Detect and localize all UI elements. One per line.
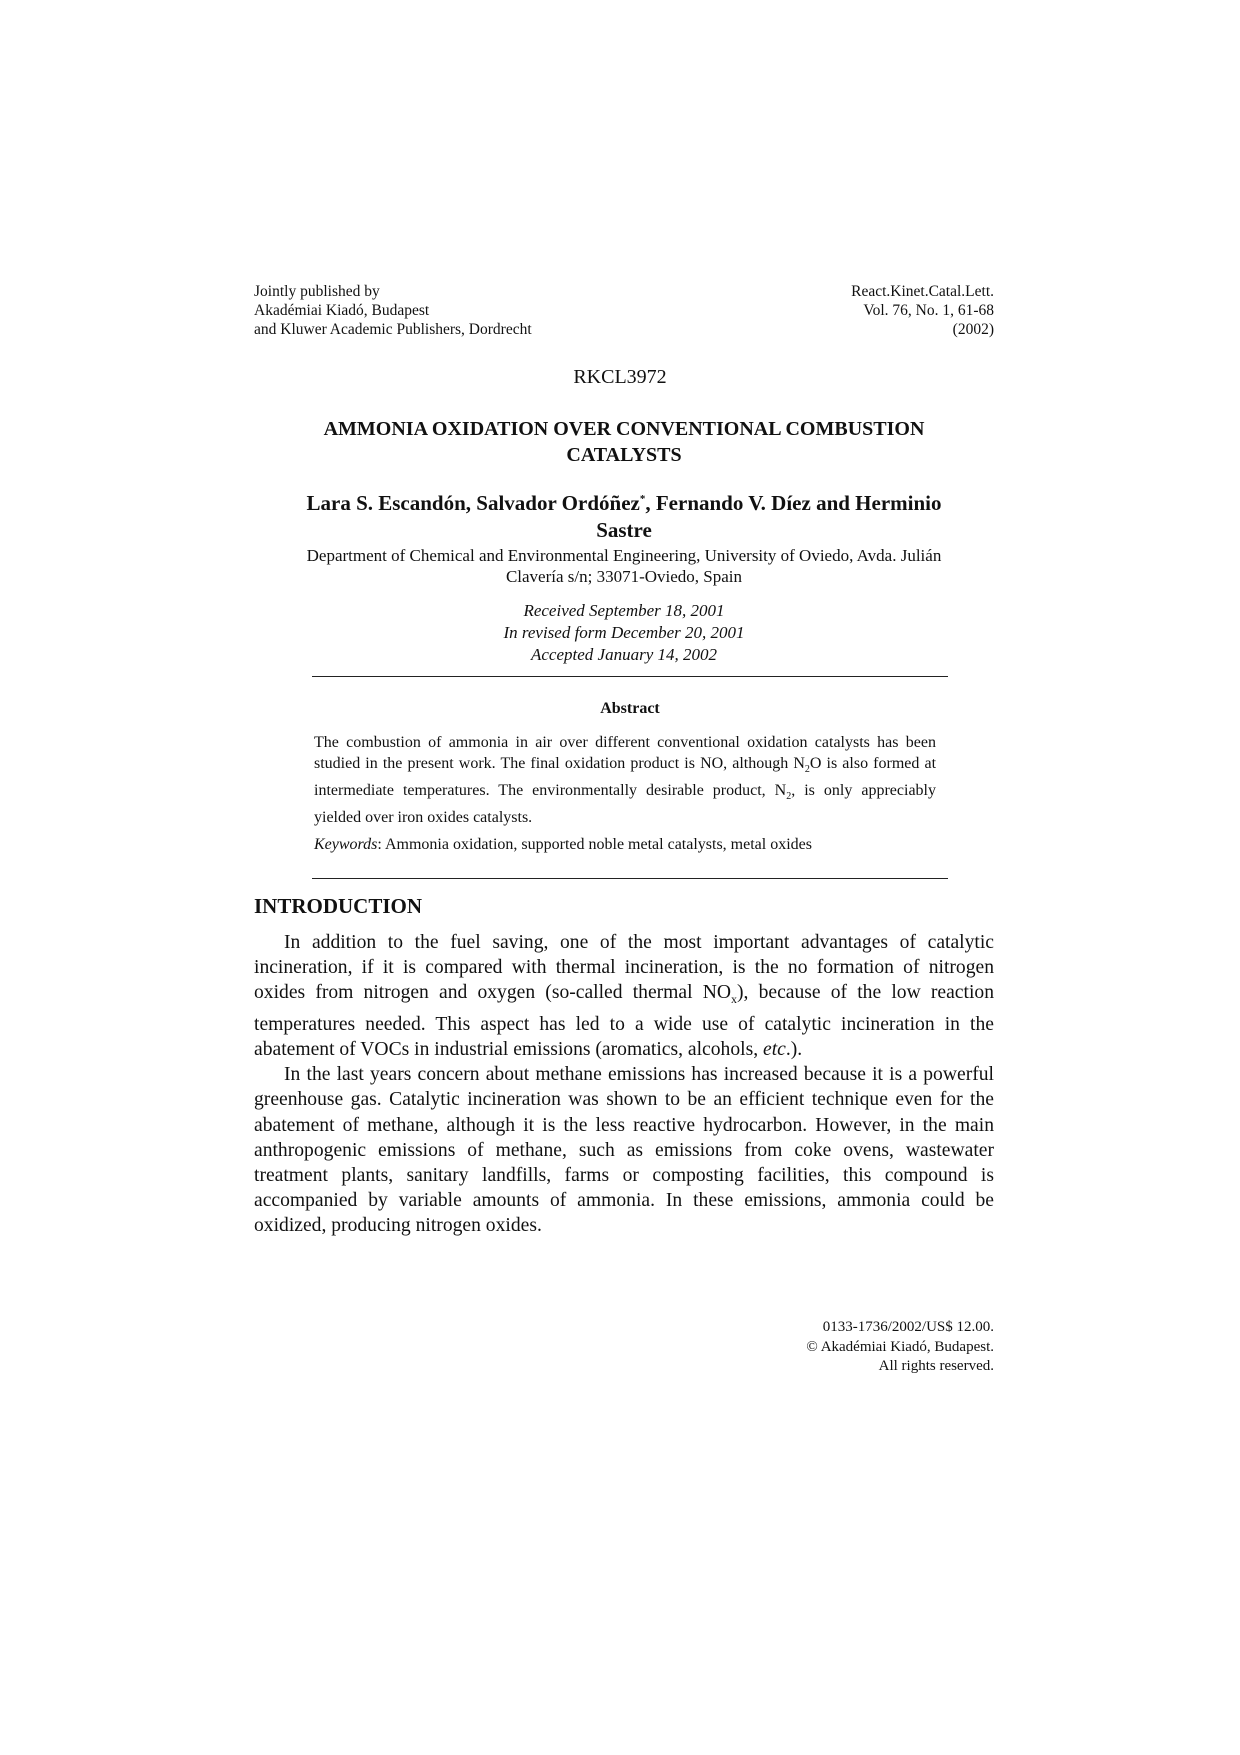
paragraph-segment: ), because of the low reaction temperatures needed. This aspect has led to a wide use of catalytic incineration in the abatement of VOCs in industrial emissions (aromatics, alcohols, <box>254 982 994 1061</box>
publisher-line: and Kluwer Academic Publishers, Dordrecht <box>254 321 532 338</box>
paragraph <box>254 930 994 1062</box>
italic-text: etc <box>763 1039 786 1061</box>
affiliation-line: Clavería s/n; 33071-Oviedo, Spain <box>505 567 743 586</box>
keywords <box>314 836 946 854</box>
author-line: Sastre <box>596 518 652 542</box>
journal-volume: Vol. 76, No. 1, 61-68 <box>863 302 994 319</box>
paragraph-segment: .). <box>785 1039 803 1061</box>
subscript: 2 <box>804 764 810 776</box>
journal-year: (2002) <box>952 321 994 338</box>
authors-part: Lara S. Escandón, Salvador Ordóñez <box>306 491 640 515</box>
revised-date: In revised form December 20, 2001 <box>503 623 745 642</box>
introduction-body <box>254 930 994 1238</box>
abstract-segment: O is also formed at intermediate temperatures. The environmentally desirable product, N <box>314 755 937 800</box>
author-line <box>254 490 994 517</box>
copyright-holder: © Akadémiai Kiadó, Budapest. <box>806 1338 994 1355</box>
abstract-heading: Abstract <box>600 700 660 717</box>
publisher-line: Akadémiai Kiadó, Budapest <box>254 302 430 319</box>
authors-part: , Fernando V. Díez and Herminio <box>645 491 942 515</box>
abstract-segment: , is only appreciably yielded over iron oxides catalysts. <box>314 782 936 827</box>
keywords-text: : Ammonia oxidation, supported noble metal catalysts, metal oxides <box>377 836 812 853</box>
abstract-top-rule <box>312 676 948 677</box>
subscript: 2 <box>786 791 792 803</box>
journal-citation <box>851 282 994 339</box>
publisher-line: Jointly published by <box>254 283 380 300</box>
rights-statement: All rights reserved. <box>878 1358 994 1374</box>
copyright-notice <box>806 1318 994 1377</box>
article-id: RKCL3972 <box>573 366 667 388</box>
keywords-label: Keywords <box>314 836 378 853</box>
title-line: CATALYSTS <box>566 444 682 466</box>
accepted-date: Accepted January 14, 2002 <box>531 645 717 664</box>
corresponding-author-mark: * <box>639 493 646 505</box>
abstract-bottom-rule <box>312 878 948 879</box>
affiliation <box>254 545 994 587</box>
author-list <box>254 490 994 544</box>
paragraph-segment: In addition to the fuel saving, one of the most important advantages of catalytic incineration, if it is compared with thermal incineration, is the no formation of nitrogen oxides from nitrogen and oxygen (so-called thermal NO <box>254 932 994 1004</box>
article-dates <box>254 600 994 666</box>
abstract-text <box>314 732 936 828</box>
section-heading-introduction: INTRODUCTION <box>254 894 423 918</box>
title-line: AMMONIA OXIDATION OVER CONVENTIONAL COMBUSTION <box>323 418 925 440</box>
abstract-segment: The combustion of ammonia in air over different conventional oxidation catalysts has been studied in the present work. The final oxidation product is NO, although N <box>314 734 936 772</box>
publisher-info <box>254 282 532 339</box>
received-date: Received September 18, 2001 <box>523 601 725 620</box>
journal-name: React.Kinet.Catal.Lett. <box>851 283 994 300</box>
paper-title <box>254 416 994 468</box>
subscript: x <box>731 992 738 1007</box>
paragraph: In the last years concern about methane emissions has increased because it is a powerful greenhouse gas. Catalytic incineration was shown to be an efficient technique even for the abatement of methane, although it is the less reactive hydrocarbon. However, in the main anthropogenic emissions of methane, such as emissions from coke ovens, wastewater treatment plants, sanitary landfills, farms or composting facilities, this compound is accompanied by variable amounts of ammonia. In these emissions, ammonia could be oxidized, producing nitrogen oxides. <box>254 1064 994 1236</box>
affiliation-line: Department of Chemical and Environmental Engineering, University of Oviedo, Avda. Julián <box>306 546 942 565</box>
issn-price: 0133-1736/2002/US$ 12.00. <box>822 1319 994 1335</box>
